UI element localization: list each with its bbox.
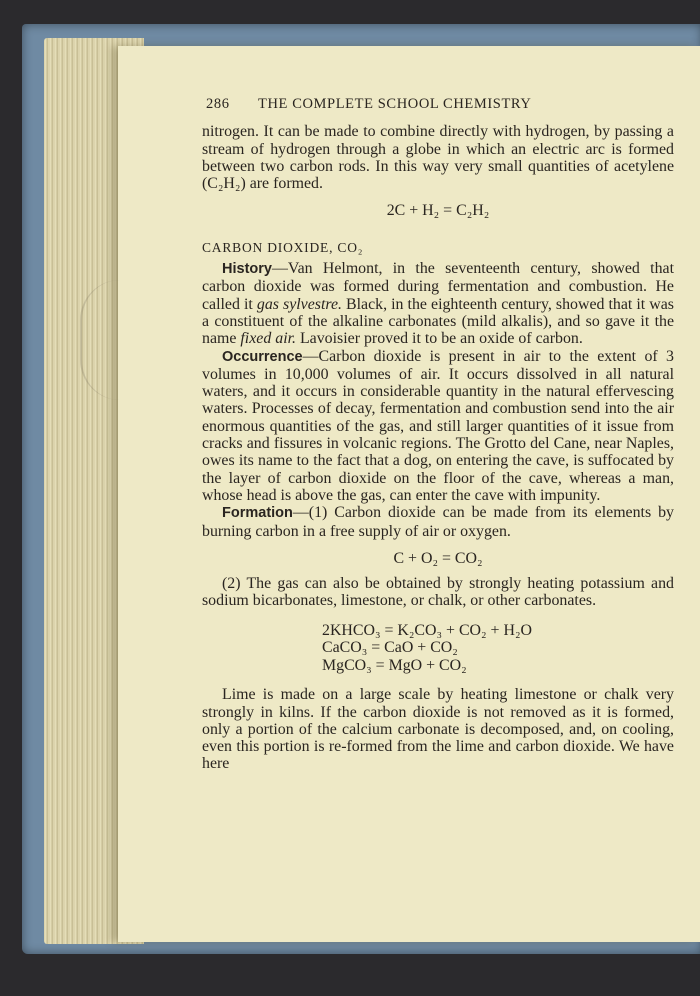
history-text-a: —Van Helmont, in the seventeenth century, showed that carbon dioxide was formed during fermentation and combustion. He called it xyxy=(202,260,674,313)
history-italic-b: fixed air. xyxy=(240,330,296,348)
equation-line: MgCO₃ = MgO + CO₂ xyxy=(322,656,467,674)
page-number: 286 xyxy=(206,96,230,112)
equation-line: CaCO₃ = CaO + CO₂ xyxy=(322,639,458,657)
formation-paragraph xyxy=(202,504,674,540)
occurrence-text: —Carbon dioxide is present in air to the extent of 3 volumes in 10,000 volumes of air. It occurs dissolved in all natural waters, and it occurs in considerable quantity in the natural effervescing waters. Processes of decay, fermentation and combustion send into the air enormous quantities of the gas, and still larger quantities of it issue from cracks and fissures in volcanic regions. The Grotto del Cane, near Naples, owes its name to the fact that a dog, on entering the cave, is suffocated by the layer of carbon dioxide on the floor of the cave, whereas a man, whose head is above the gas, can enter the cave with impunity. xyxy=(202,347,674,504)
section-heading: CARBON DIOXIDE, CO₂ xyxy=(202,239,364,255)
lime-paragraph: Lime is made on a large scale by heating limestone or chalk very strongly in kilns. If the carbon dioxide is not removed as it is formed, only a portion of the calcium carbonate is decomposed, and, on cooling, even this portion is re-formed from the lime and carbon dioxide. We have here xyxy=(202,686,674,773)
history-italic-a: gas sylvestre. xyxy=(256,295,342,313)
history-paragraph xyxy=(202,260,674,347)
history-text-c: Lavoisier proved it to be an oxide of carbon. xyxy=(296,330,583,348)
formation-2-paragraph: (2) The gas can also be obtained by strongly heating potassium and sodium bicarbonates, limestone, or chalk, or other carbonates. xyxy=(202,575,674,610)
running-title: THE COMPLETE SCHOOL CHEMISTRY xyxy=(258,96,532,112)
pencil-mark xyxy=(80,280,128,400)
history-text-b: Black, in the eighteenth century, showed that it was a constituent of the alkaline carbonates (mild alkalis), and so gave it the name xyxy=(202,295,674,348)
running-head xyxy=(202,96,674,113)
formation-text: —(1) Carbon dioxide can be made from its elements by burning carbon in a free supply of air or oxygen. xyxy=(202,504,674,540)
formation-label: Formation xyxy=(222,505,293,522)
occurrence-paragraph xyxy=(202,348,674,505)
equation-carbon-oxygen: C + O₂ = CO₂ xyxy=(393,549,483,567)
equation-line: 2KHCO₃ = K₂CO₃ + CO₂ + H₂O xyxy=(322,621,532,639)
equation-acetylene: 2C + H₂ = C₂H₂ xyxy=(386,202,490,220)
intro-paragraph: nitrogen. It can be made to combine directly with hydrogen, by passing a stream of hydrogen through a globe in which an electric arc is formed between two carbon rods. In this way very small quantities of acetylene (C₂H₂) are formed. xyxy=(202,123,674,193)
occurrence-label: Occurrence xyxy=(222,348,303,365)
carbonate-equations xyxy=(322,622,674,675)
history-label: History xyxy=(222,261,272,278)
page-content xyxy=(202,96,674,773)
